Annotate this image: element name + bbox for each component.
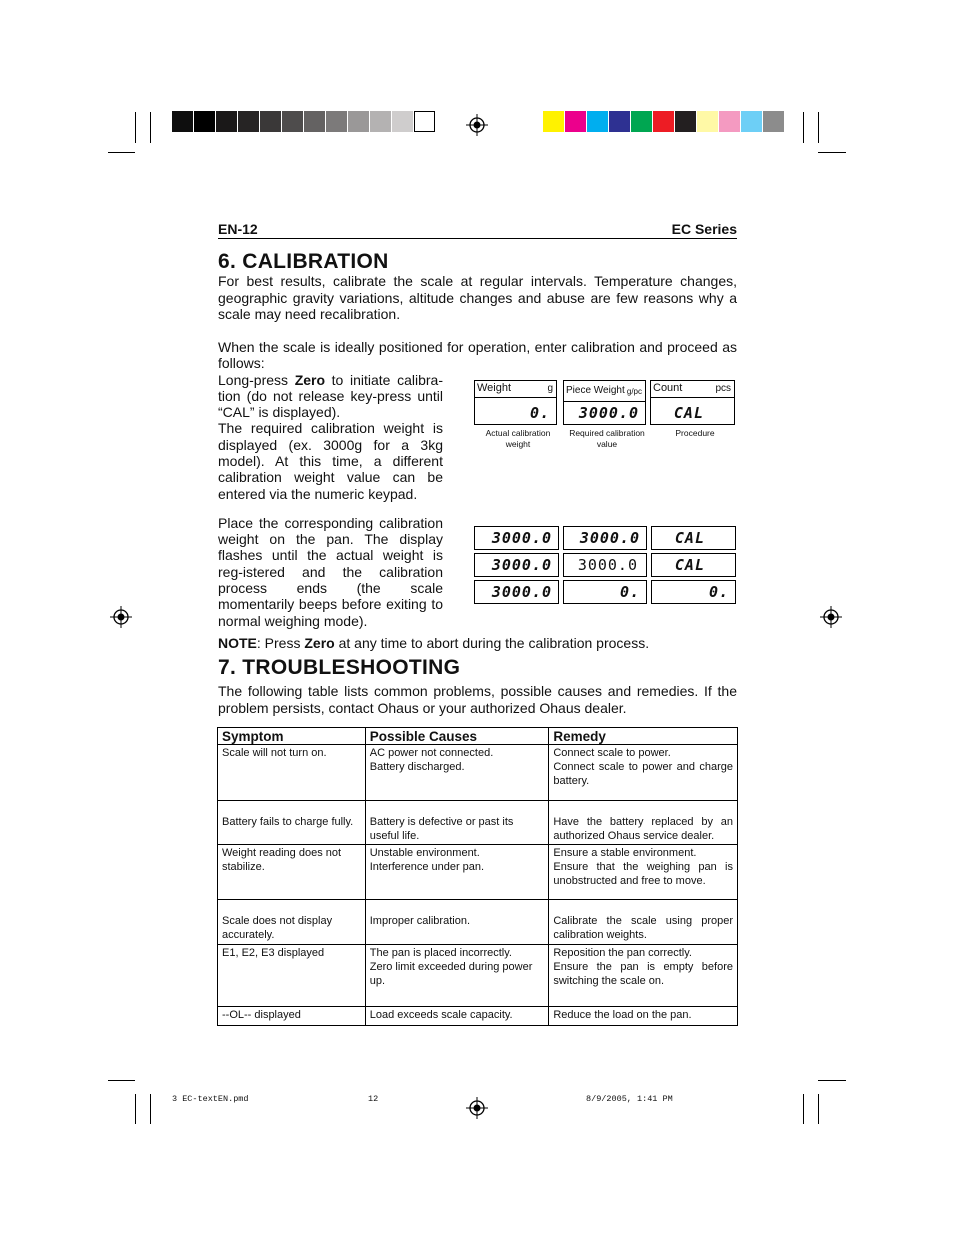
- step1-detail: The required calibration weight is displayed (ex. 3000g for a 3kg model). At this time, a different calibration weight value can be entered via the numeric keypad.: [218, 420, 443, 502]
- troubleshooting-table: [217, 727, 738, 1026]
- display-label: Piece Weight: [566, 385, 625, 396]
- display-caption: Required calibration value: [569, 428, 645, 449]
- color-swatch: [565, 111, 586, 132]
- display-label: Count: [653, 382, 683, 394]
- remedy-cell: Have the battery replaced by an authorized Ohaus service dealer.: [549, 801, 738, 845]
- registration-mark-icon: [110, 606, 132, 628]
- display-value: 3000.0: [579, 529, 640, 547]
- color-swatch: [260, 111, 281, 132]
- cause-cell: Unstable environment. Interference under pan.: [365, 845, 549, 900]
- table-header-row: [218, 728, 738, 745]
- display-unit: g: [547, 383, 553, 394]
- troubleshooting-heading: 7. TROUBLESHOOTING: [218, 656, 461, 680]
- display-weight: [474, 380, 557, 425]
- symptom-cell: --OL-- displayed: [218, 1007, 366, 1026]
- zero-key-label: Zero: [294, 371, 326, 388]
- footer-file: 3 EC-textEN.pmd: [172, 1094, 249, 1104]
- color-swatch: [370, 111, 391, 132]
- troubleshooting-intro: The following table lists common problems, possible causes and remedies. If the problem persists, contact Ohaus or your authorized Ohaus dealer.: [218, 683, 737, 716]
- seq-display: [563, 553, 647, 577]
- crop-mark: [803, 1094, 804, 1124]
- crop-mark: [803, 112, 804, 143]
- cause-cell: AC power not connected. Battery discharged.: [365, 745, 549, 801]
- color-swatch: [238, 111, 259, 132]
- note-text-cont: at any time to abort during the calibration process.: [334, 634, 650, 651]
- display-divider: [651, 397, 734, 398]
- calibration-note: [218, 635, 737, 652]
- note-text: : Press: [256, 634, 305, 651]
- display-value: CAL: [674, 556, 705, 574]
- color-swatch: [392, 111, 413, 132]
- color-swatch: [653, 111, 674, 132]
- running-header: [218, 222, 737, 239]
- crop-mark: [818, 1094, 819, 1124]
- table-row: [218, 900, 738, 945]
- crop-mark: [818, 112, 819, 143]
- display-value: 3000.0: [577, 556, 638, 574]
- crop-mark: [108, 1080, 135, 1081]
- cause-cell: The pan is placed incorrectly. Zero limit exceeded during power up.: [365, 945, 549, 1007]
- table-row: [218, 745, 738, 801]
- color-calibration-bar: [543, 111, 785, 132]
- color-swatch: [741, 111, 762, 132]
- cause-cell: Load exceeds scale capacity.: [365, 1007, 549, 1026]
- color-swatch: [326, 111, 347, 132]
- page-content: [218, 222, 737, 716]
- remedy-cell: Calibrate the scale using proper calibration weights.: [549, 900, 738, 945]
- table-row: [218, 801, 738, 845]
- display-value: 0.: [529, 404, 550, 422]
- column-header: Remedy: [549, 728, 738, 745]
- seq-display: [563, 526, 647, 550]
- display-value: 0.: [619, 583, 640, 601]
- seq-display: [651, 526, 736, 550]
- seq-display: [563, 580, 647, 604]
- color-swatch: [172, 111, 193, 132]
- calibration-step-1: [218, 372, 443, 502]
- color-swatch: [609, 111, 630, 132]
- display-value: 3000.0: [491, 583, 552, 601]
- calibration-intro: For best results, calibrate the scale at regular intervals. Temperature changes, geographic gravity variations, altitude changes and abuse are few reasons why a scale may need recalibration.: [218, 273, 737, 322]
- cause-cell: Improper calibration.: [365, 900, 549, 945]
- display-caption: Procedure: [675, 428, 715, 438]
- color-swatch: [675, 111, 696, 132]
- color-swatch: [282, 111, 303, 132]
- display-value: CAL: [673, 404, 704, 422]
- display-piece-weight: [563, 380, 646, 425]
- remedy-cell: Connect scale to power. Connect scale to power and charge battery.: [549, 745, 738, 801]
- crop-mark: [150, 112, 151, 143]
- crop-mark: [108, 152, 135, 153]
- color-swatch: [304, 111, 325, 132]
- display-label: Weight: [477, 382, 512, 394]
- remedy-cell: Reposition the pan correctly. Ensure the pan is empty before switching the scale on.: [549, 945, 738, 1007]
- symptom-cell: Battery fails to charge fully.: [218, 801, 366, 845]
- table-row: [218, 1007, 738, 1026]
- color-swatch: [348, 111, 369, 132]
- zero-key-label: Zero: [304, 634, 335, 651]
- calibration-step-2: Place the corresponding calibration weight on the pan. The display flashes until the actual weight is reg-istered and the calibration process ends (the scale momentarily beeps before exiting to normal weighing mode).: [218, 514, 443, 629]
- display-count: [650, 380, 735, 425]
- table-row: [218, 945, 738, 1007]
- note-label: NOTE: [218, 634, 257, 651]
- seq-display: [651, 553, 736, 577]
- calibration-when: When the scale is ideally positioned for operation, enter calibration and proceed as follows:: [218, 338, 737, 371]
- display-value: 3000.0: [578, 404, 639, 422]
- display-value: 3000.0: [491, 556, 552, 574]
- color-swatch: [216, 111, 237, 132]
- calibration-heading: 6. CALIBRATION: [218, 250, 389, 273]
- grayscale-calibration-bar: [172, 111, 436, 132]
- color-swatch: [194, 111, 215, 132]
- step1-text: Long-press: [218, 371, 295, 388]
- remedy-cell: Ensure a stable environment. Ensure that the weighing pan is unobstructed and free to move.: [549, 845, 738, 900]
- footer-date: 8/9/2005, 1:41 PM: [586, 1094, 673, 1104]
- table-row: [218, 845, 738, 900]
- display-caption: Actual calibration weight: [485, 428, 551, 449]
- crop-mark: [135, 112, 136, 143]
- remedy-cell: Reduce the load on the pan.: [549, 1007, 738, 1026]
- display-value: CAL: [674, 529, 705, 547]
- footer-page: 12: [368, 1094, 379, 1104]
- column-header: Symptom: [218, 728, 366, 745]
- display-divider: [564, 401, 645, 402]
- crop-mark: [150, 1094, 151, 1124]
- symptom-cell: Scale will not turn on.: [222, 747, 327, 759]
- display-value: 0.: [708, 583, 729, 601]
- crop-mark: [135, 1094, 136, 1124]
- color-swatch: [414, 111, 435, 132]
- series-name: EC Series: [671, 221, 737, 237]
- display-unit: pcs: [715, 383, 731, 394]
- symptom-cell: E1, E2, E3 displayed: [218, 945, 366, 1007]
- color-swatch: [697, 111, 718, 132]
- page-id: EN-12: [218, 221, 258, 237]
- seq-display: [651, 580, 736, 604]
- registration-mark-icon: [820, 606, 842, 628]
- step1-text-cont: to initiate calibra-tion (do not release key-press until “CAL” is displayed).: [218, 371, 443, 421]
- color-swatch: [719, 111, 740, 132]
- crop-mark: [818, 152, 846, 153]
- registration-mark-icon: [466, 1097, 488, 1119]
- crop-mark: [818, 1080, 846, 1081]
- column-header: Possible Causes: [365, 728, 549, 745]
- seq-display: [474, 580, 559, 604]
- seq-display: [474, 553, 559, 577]
- seq-display: [474, 526, 559, 550]
- symptom-cell: Scale does not display accurately.: [218, 900, 366, 945]
- color-swatch: [631, 111, 652, 132]
- cause-cell: Battery is defective or past its useful life.: [365, 801, 549, 845]
- display-value: 3000.0: [491, 529, 552, 547]
- color-swatch: [763, 111, 784, 132]
- symptom-cell: Weight reading does not stabilize.: [218, 845, 366, 900]
- color-swatch: [543, 111, 564, 132]
- display-divider: [475, 397, 556, 398]
- color-swatch: [587, 111, 608, 132]
- registration-mark-icon: [466, 114, 488, 136]
- display-unit: g/pc: [626, 387, 642, 396]
